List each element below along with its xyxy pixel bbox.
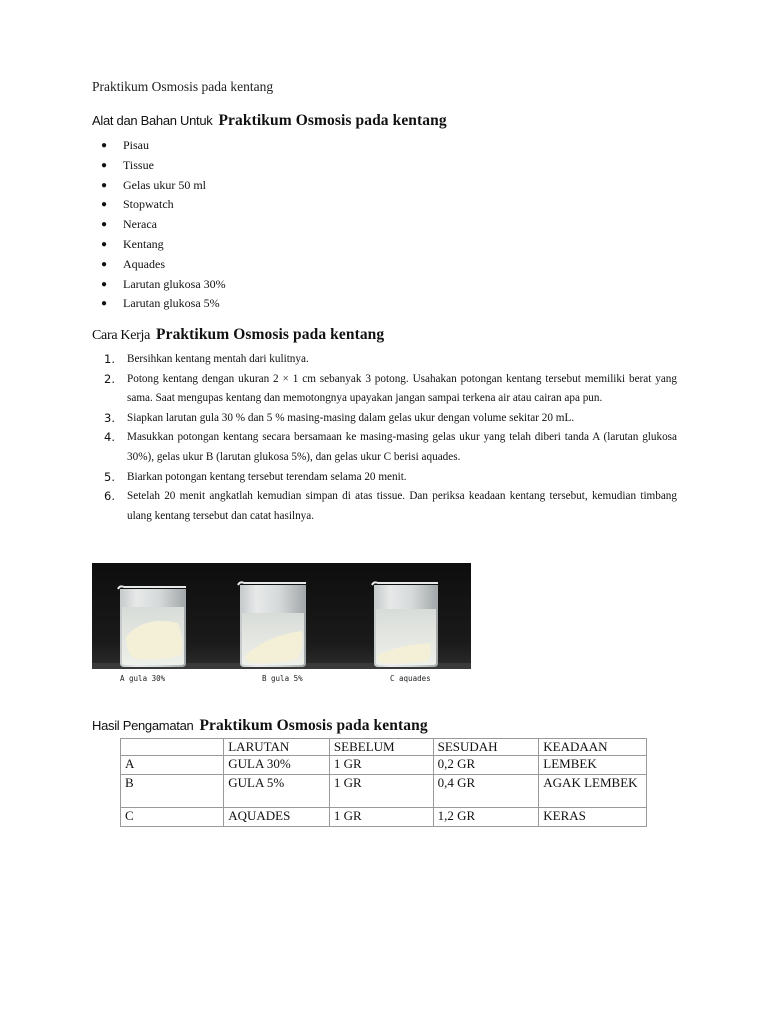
table-cell: 1,2 GR [433,808,539,827]
table-row [121,756,647,775]
list-item: ● Stopwatch [100,195,226,215]
procedure-steps [104,350,677,526]
document-title: Praktikum Osmosis pada kentang [92,79,274,94]
procedure-heading-main: Praktikum Osmosis pada kentang [156,326,385,343]
bullet-icon: ● [101,258,108,270]
experiment-photo [92,563,471,695]
results-heading [92,710,428,737]
step-text: Biarkan potongan kentang tersebut terendam selama 20 menit. [127,470,407,483]
results-heading-main: Praktikum Osmosis pada kentang [199,717,428,734]
header-cell [121,739,224,756]
list-item: ● Tissue [100,156,226,176]
caption-a: A gula 30% [120,674,166,683]
table-cell: GULA 30% [224,756,330,775]
header-cell: LARUTAN [224,739,330,756]
list-item: ● Pisau [100,136,226,156]
table-cell: 1 GR [329,756,433,775]
table-cell: AGAK LEMBEK [539,775,647,808]
beaker-a [118,586,186,667]
materials-heading-prefix: Alat dan Bahan Untuk [92,113,213,128]
bullet-icon: ● [101,278,108,290]
list-item: ● Gelas ukur 50 ml [100,176,226,196]
list-item: ● Neraca [100,215,226,235]
table-row [121,775,647,808]
step-number: 2. [104,371,115,386]
step-number: 6. [104,489,115,504]
list-item: ● Kentang [100,235,226,255]
results-table [120,738,647,827]
bullet-icon: ● [101,199,108,211]
header-cell: KEADAAN [539,739,647,756]
bullet-icon: ● [101,159,108,171]
materials-heading-main: Praktikum Osmosis pada kentang [218,112,447,129]
table-header-row [121,739,647,756]
table-cell: 1 GR [329,775,433,808]
header-cell: SESUDAH [433,739,539,756]
list-item: ● Larutan glukosa 30% [100,275,226,295]
table-row [121,808,647,827]
beaker-b [238,582,306,667]
results-heading-prefix: Hasil Pengamatan [92,718,194,733]
step-item [104,428,677,467]
table-cell: A [121,756,224,775]
table-cell: 0,2 GR [433,756,539,775]
bullet-icon: ● [101,298,108,310]
bullet-icon: ● [101,140,108,151]
table-cell: 1 GR [329,808,433,827]
step-item [104,468,677,488]
caption-b: B gula 5% [262,674,303,683]
step-text: Siapkan larutan gula 30 % dan 5 % masing-masing dalam gelas ukur dengan volume sekitar 20 mL. [127,411,575,424]
step-text: Potong kentang dengan ukuran 2 × 1 cm sebanyak 3 potong. Usahakan potongan kentang tersebut memiliki berat yang sama. Saat mengupas kentang dan memotongnya upayakan jangan sampai terkena air atau cairan apa pun. [127,372,677,405]
procedure-heading-prefix: Cara Kerja [92,328,151,343]
step-item [104,487,677,526]
table-cell: GULA 5% [224,775,330,808]
procedure-heading [92,319,384,346]
step-number: 3. [104,410,115,425]
table-cell: 0,4 GR [433,775,539,808]
step-text: Masukkan potongan kentang secara bersamaan ke masing-masing gelas ukur yang telah diberi tanda A (larutan glukosa 30%), gelas ukur B (larutan glukosa 5%), dan gelas ukur C berisi aquades. [127,431,677,463]
step-item [104,409,677,429]
bullet-icon: ● [101,179,108,191]
list-item: ● Aquades [100,255,226,275]
table-cell: B [121,775,224,808]
table-cell: KERAS [539,808,647,827]
caption-c: C aquades [390,674,431,683]
bullet-icon: ● [101,238,108,250]
materials-list [100,136,226,314]
header-cell: SEBELUM [329,739,433,756]
step-text: Setelah 20 menit angkatlah kemudian simpan di atas tissue. Dan periksa keadaan kentang tersebut, kemudian timbang ulang kentang tersebut dan catat hasilnya. [127,490,677,522]
materials-heading [92,105,447,132]
step-number: 5. [104,469,115,484]
table-cell: C [121,808,224,827]
step-number: 4. [104,430,115,445]
list-item: ● Larutan glukosa 5% [100,294,226,314]
bullet-icon: ● [101,219,108,231]
beakers-illustration [92,563,471,695]
step-item [104,370,677,409]
step-item [104,350,677,370]
table-cell: LEMBEK [539,756,647,775]
step-text: Bersihkan kentang mentah dari kulitnya. [127,353,309,365]
table-cell: AQUADES [224,808,330,827]
step-number: 1. [104,352,115,366]
beaker-c [372,582,438,667]
